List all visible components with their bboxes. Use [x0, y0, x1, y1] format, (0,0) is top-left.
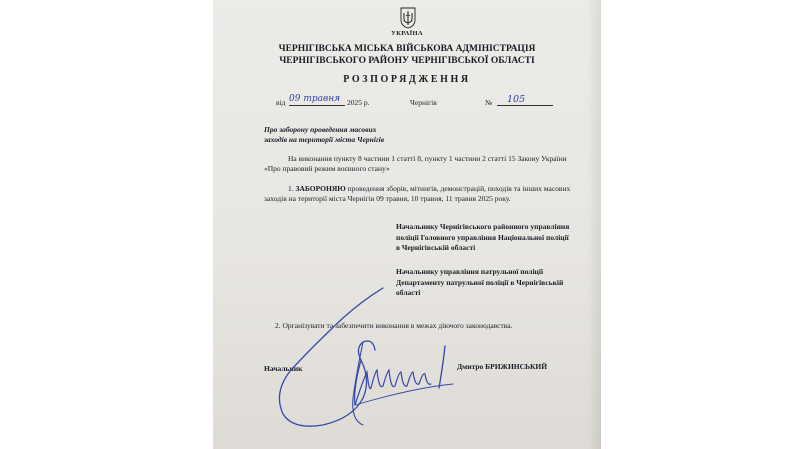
number-handwritten: 105: [507, 94, 526, 105]
addressee-1: Начальнику Чернігівського районного управління поліції Головного управління Національної поліції в Чернігівській області: [396, 222, 570, 252]
city-label: Чернігів: [410, 98, 437, 107]
number-field: [497, 94, 553, 106]
paper-edge-shadow: [587, 0, 601, 449]
country-label: УКРАЇНА: [391, 30, 423, 37]
date-prefix: від: [276, 98, 286, 107]
subject-line-2: заходів на території міста Чернігів: [264, 135, 385, 144]
signer-name: Дмитро БРИЖИНСЬКИЙ: [457, 362, 548, 371]
date-year: 2025 р.: [347, 98, 370, 107]
item-1-bold: ЗАБОРОНЯЮ: [295, 184, 346, 193]
subject-line-1: Про заборону проведення масових: [264, 125, 377, 134]
document-type: РОЗПОРЯДЖЕННЯ: [343, 74, 471, 85]
item-2-paragraph: 2. Організувати та забезпечити виконання в межах діючого законодавства.: [275, 321, 513, 330]
item-1-paragraph: [264, 184, 579, 204]
date-handwritten: 09 травня: [289, 94, 341, 104]
addressee-2: Начальнику управління патрульної поліції Департаменту патрульної поліції в Чернігівській області: [396, 267, 564, 297]
preamble-paragraph: На виконання пункту 8 частини 1 статті 8, пункту 1 частини 2 статті 15 Закону України «Про правовий режим воєнного стану»: [264, 154, 567, 173]
item-1-number: 1.: [288, 184, 294, 193]
subject-block: [264, 125, 454, 145]
authority-line-2: ЧЕРНІГІВСЬКОГО РАЙОНУ ЧЕРНІГІВСЬКОЇ ОБЛАСТІ: [279, 56, 535, 66]
date-field: [289, 94, 345, 106]
paper-sheet: [213, 0, 601, 449]
number-label: №: [485, 98, 493, 107]
item-1-text: проведення зборів, мітингів, демонстрацій, походів та інших масових заходів на території міста Чернігів 09 травня, 10 травня, 11 травня 2025 року.: [264, 184, 571, 203]
document-photo: [213, 0, 601, 449]
trident-coat-of-arms-icon: [400, 7, 416, 29]
authority-line-1: ЧЕРНІГІВСЬКА МІСЬКА ВІЙСЬКОВА АДМІНІСТРАЦІЯ: [278, 44, 536, 54]
signer-title: Начальник: [264, 364, 303, 373]
